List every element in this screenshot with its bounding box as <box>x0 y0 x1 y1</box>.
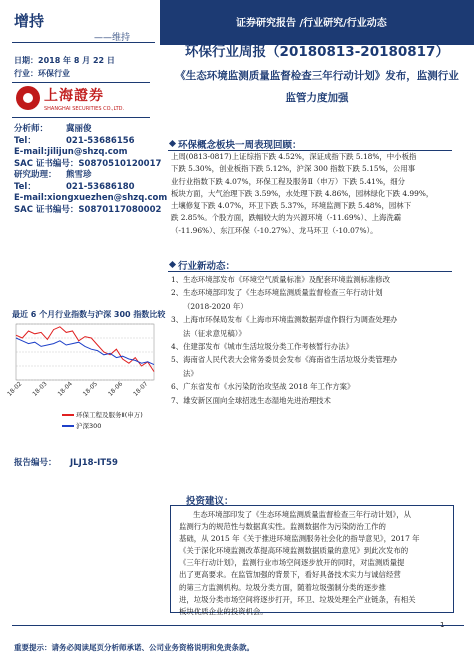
list-item: 6、广东省发布《水污染防治攻坚战 2018 年工作方案》 <box>171 382 355 392</box>
list-item: 7、雄安新区面向全球招选生态湿地先进治理技术 <box>171 395 331 405</box>
investment-text: 生态环境部印发了《生态环境监测质量监督检查三年行动计划》，从 监测行为的规范性与数据真实性。监测数据作为污染防治工作的 基础，从 2015 年《关于推进环境监测服务社会化的指导意见》，2017 年 《关于深化环境监测改革提高环境监测数据质量的意见》到此次发布的 《三年行动计划》，监测行业市场空间逐步放开的同时，对监测质量提 出了更高要求。在监管加强的背景下，看好具备技术实力与诚信经营 的第三方监测机构。垃圾分类方面，随着垃圾强制分类的逐步推 进，垃圾分类市场空间将逐步打开，环卫、垃圾处理全产业链条，有相关 板块优质企业的投资机会。 <box>179 510 420 616</box>
analyst-row: 研究助理： 熊雪珍 <box>14 170 92 180</box>
rating: 增持 <box>14 12 45 30</box>
x-tick-label: 18-03 <box>31 380 49 398</box>
bullet-icon <box>169 140 176 147</box>
x-tick-label: 18-07 <box>132 380 150 398</box>
series-line-1 <box>16 338 154 365</box>
analyst-info <box>14 124 167 216</box>
analyst-row: E-mail:xiongxuezhen@shzq.com <box>14 193 168 203</box>
legend-swatch <box>62 425 74 427</box>
list-item: 5、海南省人民代表大会常务委员会发布《海南省生活垃圾分类管理办 <box>171 355 398 365</box>
section-divider <box>168 271 452 272</box>
rating-sub: ——维持 <box>94 33 131 43</box>
x-tick-label: 18-06 <box>106 380 125 398</box>
analyst-row: SAC 证书编号：S0870117080002 <box>14 204 162 215</box>
analyst-row: SAC 证书编号：S0870510120017 <box>14 158 162 169</box>
series-line-0 <box>16 327 154 372</box>
company-logo <box>12 82 150 118</box>
analyst-row: Tel： 021-53686180 <box>14 181 135 192</box>
analyst-row: Tel： 021-53686156 <box>14 135 135 146</box>
market-review-text: 上周(0813-0817)上证综指下跌 4.52%，深证成指下跌 5.18%，中小板指 下跌 5.30%，创业板指下跌 5.12%，沪深 300 指数下跌 5.15%，公用事 业行业指数下跌 4.07%，环保工程及服务Ⅱ（申万）下跌 5.41%，细分 板块方面，大气治理下跌 3.59%，水处理下跌 4.86%，园林绿化下跌 4.99%， 土壤修复下跌 4.07%，环卫下跌 5.37%，环境监测下跌 5.48%，园林下 跌 2.85%。个股方面，跌幅较大的为兴源环境（-11.69%）、上海洗霸 （-11.96%）、东江环保（-10.27%）、龙马环卫（-10.07%）。 <box>171 152 434 235</box>
x-tick-label: 18-05 <box>81 380 100 398</box>
news-list <box>171 273 453 407</box>
list-item: （2018-2020 年） <box>183 301 248 311</box>
header-tags: 证券研究报告 /行业研究/行业动态 <box>236 18 387 29</box>
report-id: 报告编号： JLJ18-IT59 <box>14 458 118 468</box>
list-item: 2、生态环境部印发了《生态环境监测质量监督检查三年行动计划 <box>171 288 383 298</box>
left-divider <box>12 42 155 43</box>
list-item: 3、上海市环保局发布《上海市环境监测数据弄虚作假行为调查处理办 <box>171 315 398 325</box>
logo-english: SHANGHAI SECURITIES CO.,LTD. <box>44 106 125 112</box>
legend-item-hs300: 沪深300 <box>62 421 101 430</box>
x-tick-label: 18-04 <box>56 380 74 398</box>
footer-divider <box>12 625 464 626</box>
bullet-icon <box>169 261 176 268</box>
list-item: 4、住建部发布《城市生活垃圾分类工作考核暂行办法》 <box>171 342 354 352</box>
analyst-row: E-mail:jilijun@shzq.com <box>14 147 128 157</box>
section-heading-market: 环保概念板块一周表现回顾： <box>178 140 302 151</box>
list-item: 1、生态环境部发布《环境空气质量标准》及配套环境监测标准修改 <box>171 275 391 284</box>
list-item: 法（征求意见稿）》 <box>183 328 246 338</box>
report-subtitle: 《生态环境监测质量监督检查三年行动计划》发布，监测行业 监管力度加强 <box>175 70 459 104</box>
investment-heading: 投资建议： <box>186 496 234 507</box>
logo-text: 上海證券 <box>44 88 104 104</box>
x-tick-label: 18-02 <box>6 380 24 398</box>
industry-label: 行业：环保行业 <box>14 69 70 78</box>
performance-chart <box>6 318 158 408</box>
page-number: 1 <box>440 621 445 629</box>
report-title: 环保行业周报（20180813-20180817） <box>185 44 449 60</box>
logo-mark-icon <box>16 86 40 110</box>
legend-item-industry: 环保工程及服务Ⅱ(申万) <box>62 410 143 419</box>
legend-swatch <box>62 414 74 416</box>
analyst-row: 分析师： 冀丽俊 <box>14 124 92 134</box>
section-heading-news: 行业新动态： <box>178 261 236 272</box>
footer-notice: 重要提示：请务必阅读尾页分析师承诺、公司业务资格说明和免责条款。 <box>14 643 254 652</box>
report-date: 日期：2018 年 8 月 22 日 <box>14 56 115 65</box>
list-item: 法》 <box>183 368 198 378</box>
chart-title: 最近 6 个月行业指数与沪深 300 指数比较 <box>12 310 166 319</box>
